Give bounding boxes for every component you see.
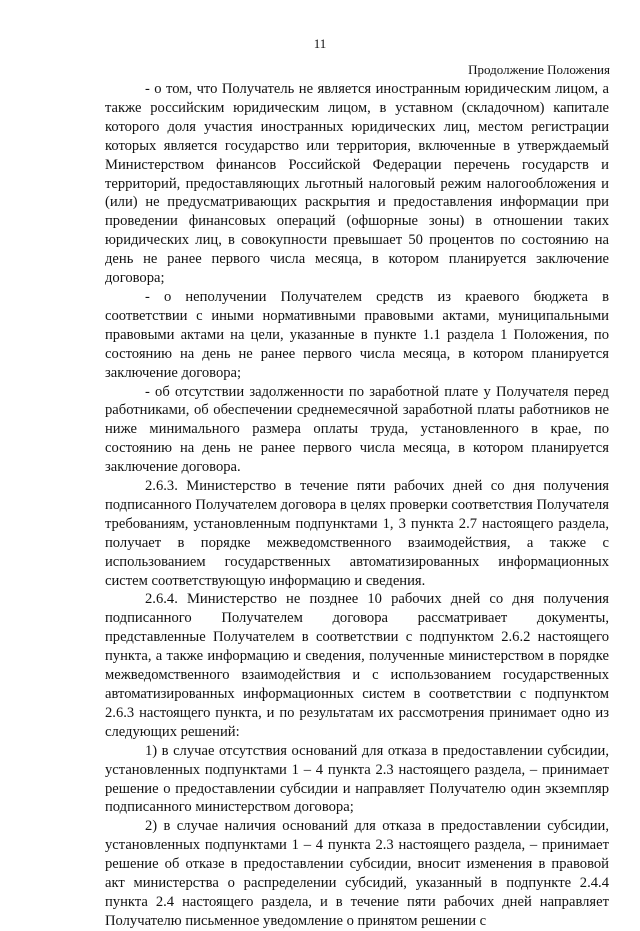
paragraph-no-wage-arrears: - об отсутствии задолженности по заработной плате у Получателя перед работниками, об обеспечении среднемесячной заработной платы работников не ниже минимального размера оплаты труда, установленного в крае, по состоянию на день не ранее первого числа месяца, в котором планируется заключение договора. bbox=[105, 383, 609, 476]
document-body bbox=[105, 80, 609, 931]
paragraph-decision-1: 1) в случае отсутствия оснований для отказа в предоставлении субсидии, установленных подпунктами 1 – 4 пункта 2.3 настоящего раздела, – принимает решение о предоставлении субсидии и направляет Получателю один экземпляр подписанного министерством договора; bbox=[105, 742, 609, 816]
paragraph-offshore-condition: - о том, что Получатель не является иностранным юридическим лицом, а также российским юридическим лицом, в уставном (складочном) капитале которого доля участия иностранных юридических лиц, местом регистрации которых является государство или территория, включенные в утверждаемый Министерством финансов Российской Федерации перечень государств и территорий, предоставляющих льготный налоговый режим налогообложения и (или) не предусматривающих раскрытия и предоставления информации при проведении финансовых операций (офшорные зоны) в отношении таких юридических лиц, в совокупности превышает 50 процентов по состоянию на день не ранее первого числа месяца, в котором планируется заключение договора; bbox=[105, 81, 609, 287]
page-number: 11 bbox=[313, 36, 327, 51]
paragraph-decision-2: 2) в случае наличия оснований для отказа в предоставлении субсидии, установленных подпунктами 1 – 4 пункта 2.3 настоящего раздела, – принимает решение об отказе в предоставлении субсидии, вносит изменения в правовой акт министерства о распределении субсидий, указанный в подпункте 2.4.4 пункта 2.4 настоящего раздела, и в течение пяти рабочих дней направляет Получателю письменное уведомление о принятом решении с bbox=[105, 818, 609, 929]
paragraph-2-6-4: 2.6.4. Министерство не позднее 10 рабочих дней со дня получения подписанного Получателем договора рассматривает документы, представленные Получателем в соответствии с подпунктом 2.6.2 настоящего пункта, а также информацию и сведения, полученные министерством в порядке межведомственного взаимодействия и с использованием государственных автоматизированных информационных систем в соответствии с подпунктом 2.6.3 настоящего пункта, и по результатам их рассмотрения принимает одно из следующих решений: bbox=[105, 591, 609, 740]
running-head: Продолжение Положения bbox=[468, 62, 610, 77]
paragraph-2-6-3: 2.6.3. Министерство в течение пяти рабочих дней со дня получения подписанного Получателем договора в целях проверки соответствия Получателя требованиям, установленным подпунктами 1, 3 пункта 2.7 настоящего раздела, получает в порядке межведомственного взаимодействия, а также с использованием государственных автоматизированных информационных систем соответствующую информацию и сведения. bbox=[105, 478, 609, 589]
paragraph-no-regional-funds: - о неполучении Получателем средств из краевого бюджета в соответствии с иными нормативными правовыми актами, муниципальными правовыми актами на цели, указанные в пункте 1.1 раздела 1 Положения, по состоянию на день не ранее первого числа месяца, в котором планируется заключение договора; bbox=[105, 288, 609, 381]
